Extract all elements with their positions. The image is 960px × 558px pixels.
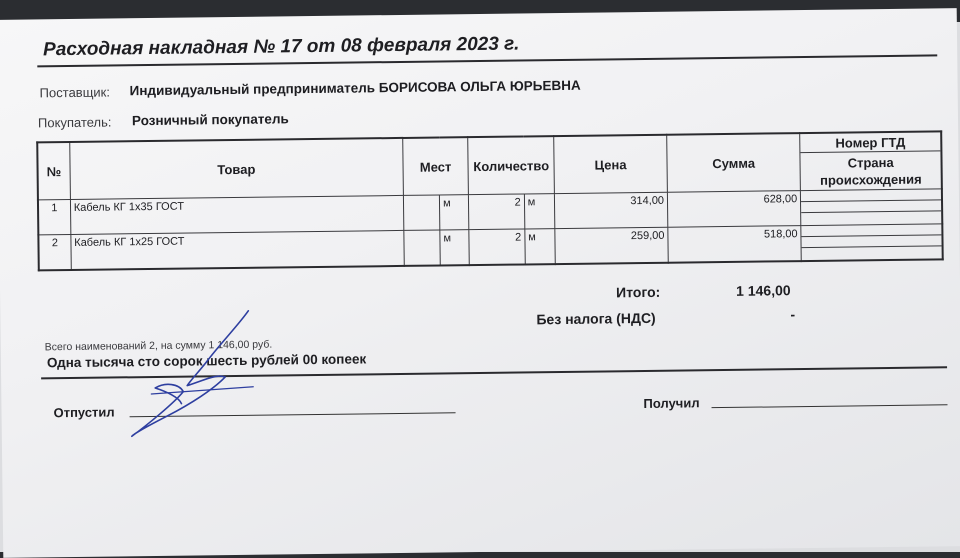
total-label: Итого: — [616, 283, 661, 301]
row-sum: 628,00 — [667, 191, 801, 228]
row-price: 314,00 — [554, 192, 667, 228]
col-header-places: Мест — [402, 137, 468, 195]
invoice-sheet — [0, 8, 960, 558]
col-header-origin: Страна происхождения — [819, 154, 922, 188]
row-qty: 2 — [469, 194, 525, 230]
vat-label: Без налога (НДС) — [536, 309, 656, 328]
row-price: 259,00 — [555, 227, 668, 264]
released-by-label: Отпустил — [53, 404, 115, 421]
col-header-gtd-origin — [800, 131, 942, 190]
row-qty-unit: м — [524, 194, 555, 229]
row-gtd-origin — [801, 189, 943, 226]
row-item: Кабель КГ 1х35 ГОСТ — [70, 195, 403, 234]
vat-value: - — [790, 306, 796, 323]
row-num: 1 — [38, 200, 71, 235]
supplier-label: Поставщик: — [39, 84, 110, 101]
row-qty-unit: м — [525, 229, 556, 265]
row-gtd-origin — [801, 224, 943, 261]
items-table — [36, 130, 944, 271]
row-num: 2 — [38, 234, 71, 270]
received-by-signature-line — [712, 404, 948, 408]
row-places-unit: м — [440, 230, 470, 266]
row-item: Кабель КГ 1х25 ГОСТ — [71, 230, 404, 270]
supplier-value: Индивидуальный предприниматель БОРИСОВА ОЛЬГА ЮРЬЕВНА — [129, 77, 581, 99]
col-header-qty: Количество — [468, 136, 554, 195]
received-by-label: Получил — [643, 395, 700, 412]
items-count-line: Всего наименований 2, на сумму 1 146,00 руб. — [44, 338, 273, 354]
document-title: Расходная накладная № 17 от 08 февраля 2023 г. — [42, 33, 520, 61]
row-qty: 2 — [469, 229, 525, 265]
row-places-unit: м — [439, 195, 469, 230]
col-header-num: № — [37, 142, 70, 200]
amount-in-words: Одна тысяча сто сорок шесть рублей 00 копеек — [46, 351, 367, 371]
col-header-item: Товар — [70, 138, 404, 200]
total-value: 1 146,00 — [736, 282, 791, 299]
buyer-label: Покупатель: — [37, 114, 112, 131]
col-header-gtd: Номер ГТД — [800, 133, 940, 153]
row-places — [403, 195, 440, 230]
col-header-sum: Сумма — [667, 133, 801, 192]
row-sum: 518,00 — [668, 226, 802, 263]
handwritten-signature — [120, 306, 282, 448]
buyer-value: Розничный покупатель — [131, 111, 289, 129]
row-places — [404, 230, 441, 266]
col-header-price: Цена — [554, 135, 668, 194]
